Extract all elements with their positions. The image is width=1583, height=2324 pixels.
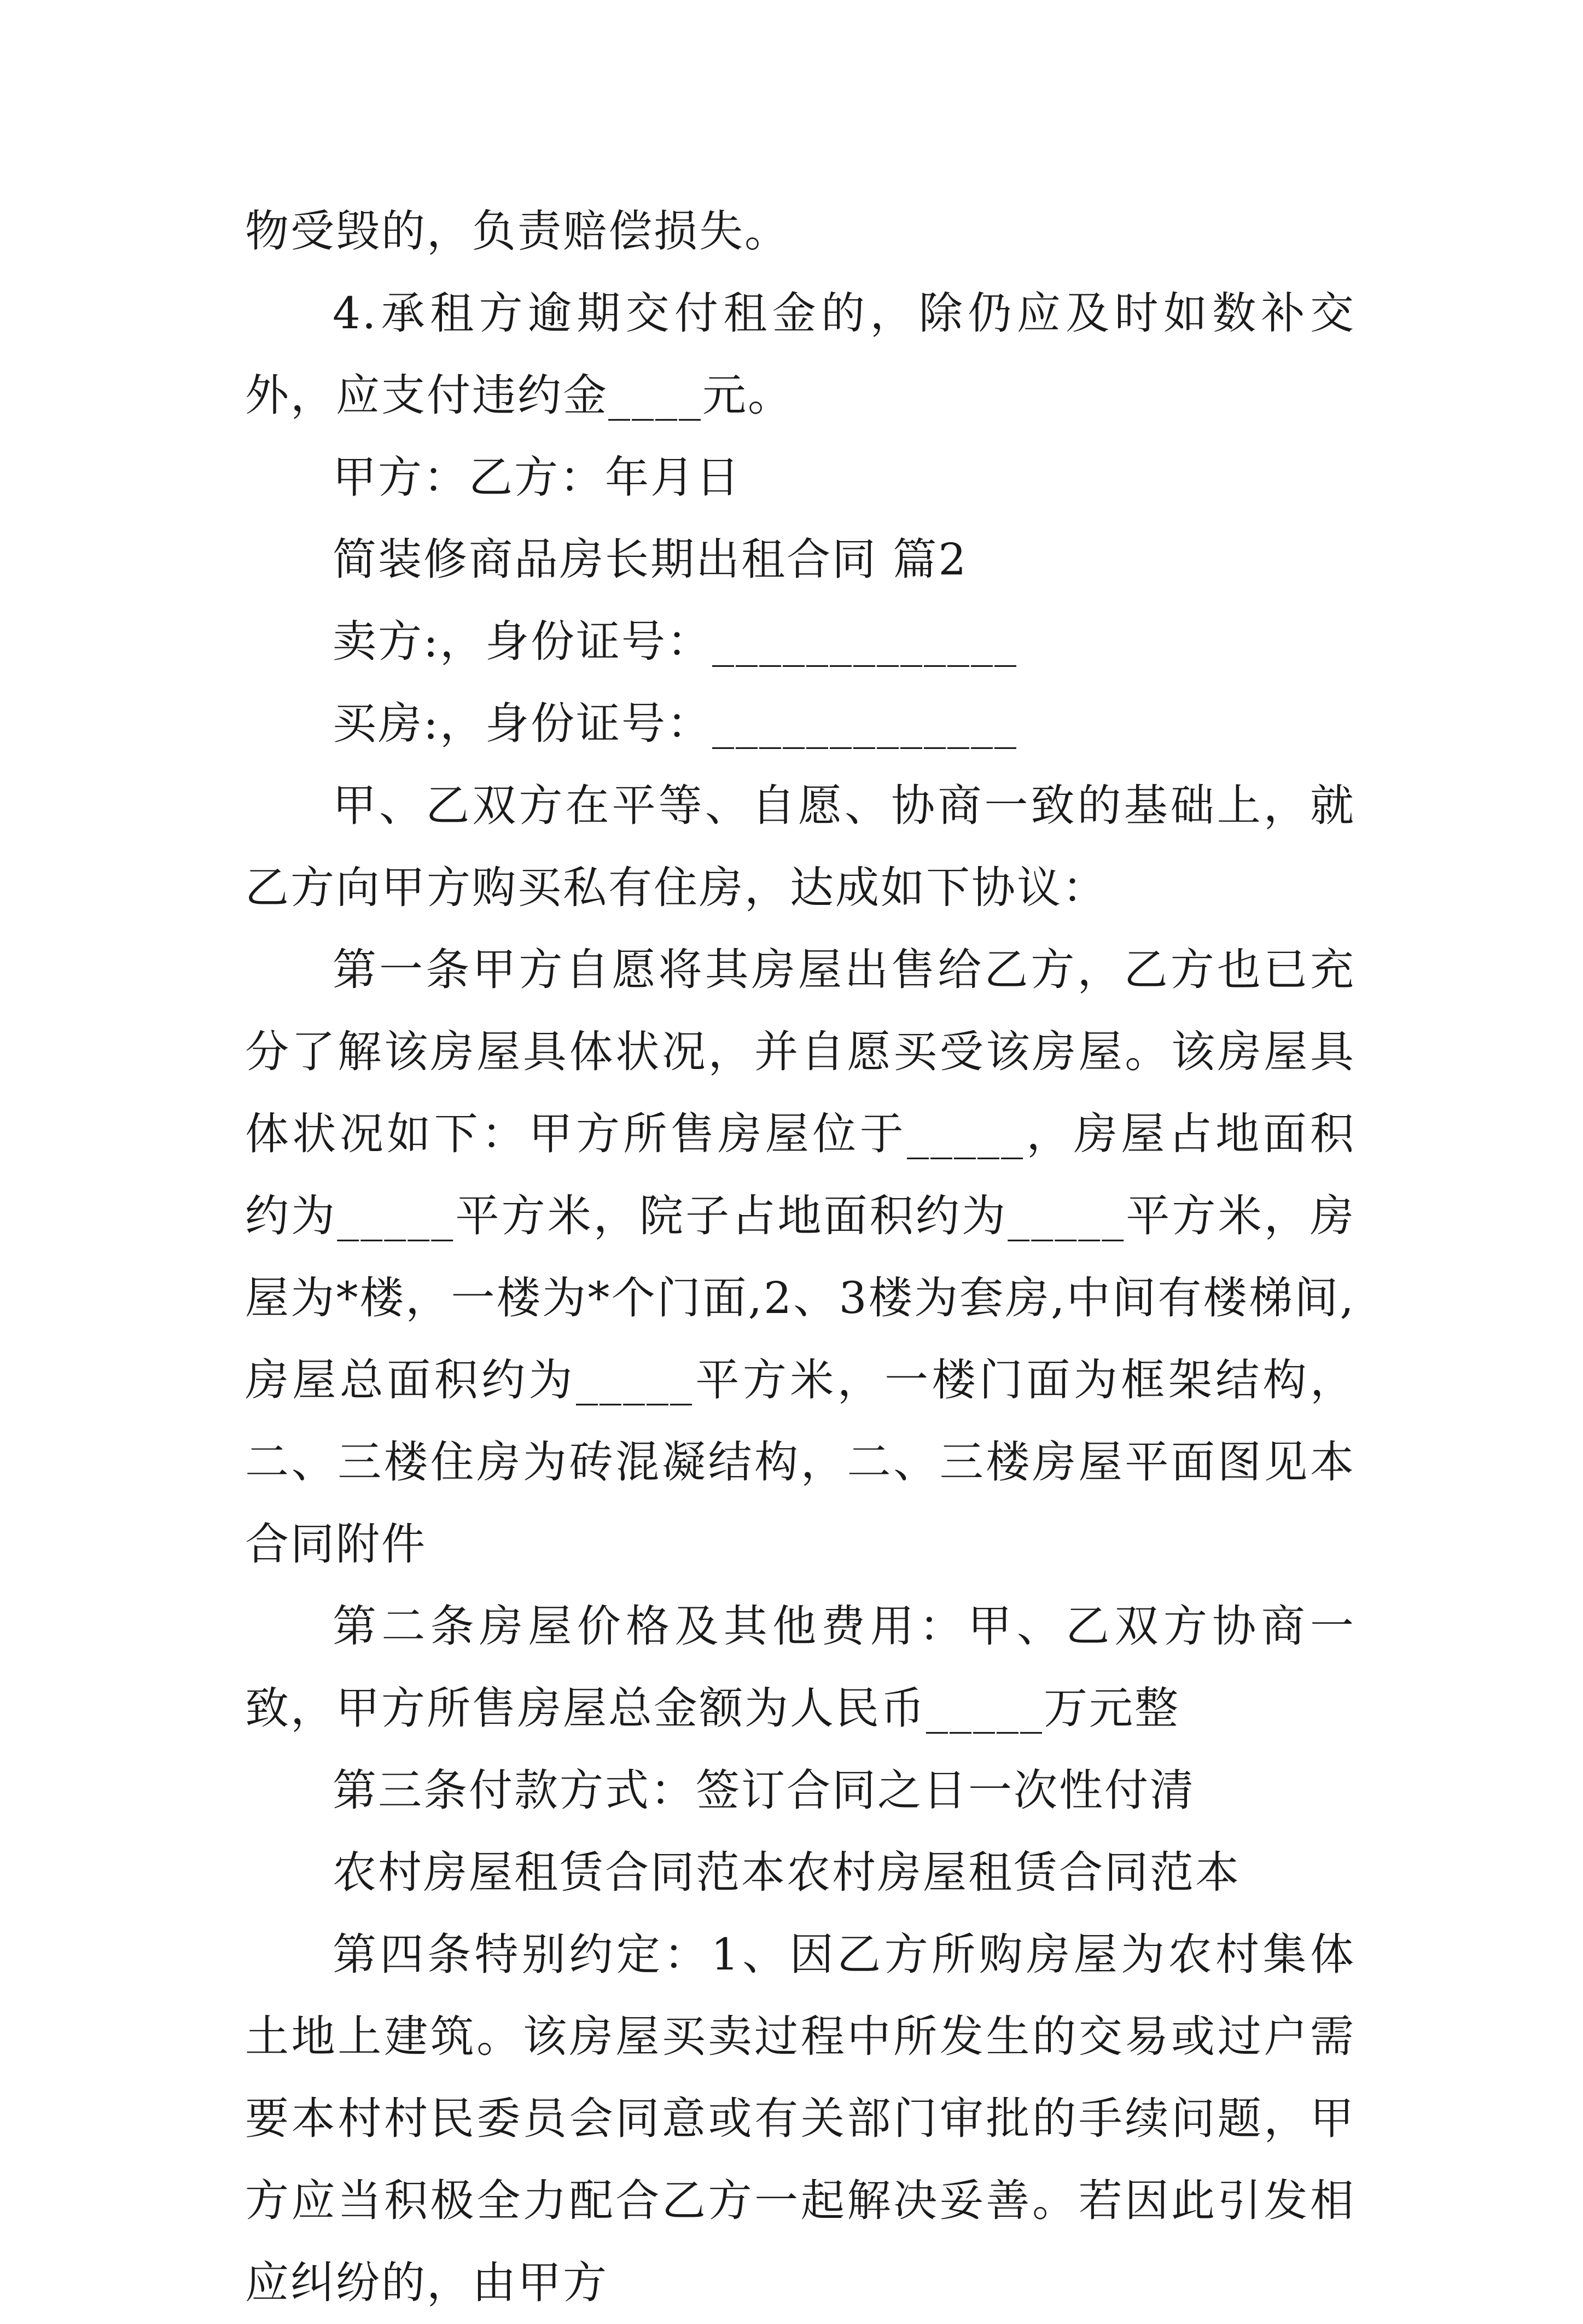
paragraph: 第四条特别约定：1、因乙方所购房屋为农村集体土地上建筑。该房屋买卖过程中所发生的交易或过户需要本村村民委员会同意或有关部门审批的手续问题，甲方应当积极全力配合乙方一起解决妥善。若因此引发相应纠纷的，由甲方 xyxy=(245,1929,1355,2308)
paragraph: 农村房屋租赁合同范本农村房屋租赁合同范本 xyxy=(333,1847,1241,1898)
paragraph: 第一条甲方自愿将其房屋出售给乙方，乙方也已充分了解该房屋具体状况，并自愿买受该房屋。该房屋具体状况如下：甲方所售房屋位于_____，房屋占地面积约为_____平方米，院子占地面积约为_____平方米，房屋为*楼，一楼为*个门面,2、3楼为套房,中间有楼梯间,房屋总面积约为_____平方米，一楼门面为框架结构，二、三楼住房为砖混凝结构，二、三楼房屋平面图见本合同附件 xyxy=(245,944,1355,1570)
paragraph: 甲方：乙方：年月日 xyxy=(333,452,741,503)
paragraph: 第三条付款方式：签订合同之日一次性付清 xyxy=(333,1765,1195,1816)
document-body xyxy=(245,190,1355,2324)
paragraph: 买房:，身份证号：_____________ xyxy=(333,698,1018,749)
paragraph: 卖方:，身份证号：_____________ xyxy=(333,616,1018,667)
paragraph: 甲、乙双方在平等、自愿、协商一致的基础上，就乙方向甲方购买私有住房，达成如下协议： xyxy=(245,780,1355,913)
section-heading: 简装修商品房长期出租合同 篇2 xyxy=(333,534,968,585)
paragraph: 物受毁的，负责赔偿损失。 xyxy=(245,206,790,257)
paragraph: 第二条房屋价格及其他费用：甲、乙双方协商一致，甲方所售房屋总金额为人民币_____万元整 xyxy=(245,1601,1355,1734)
paragraph: 4.承租方逾期交付租金的，除仍应及时如数补交外，应支付违约金____元。 xyxy=(245,288,1355,421)
